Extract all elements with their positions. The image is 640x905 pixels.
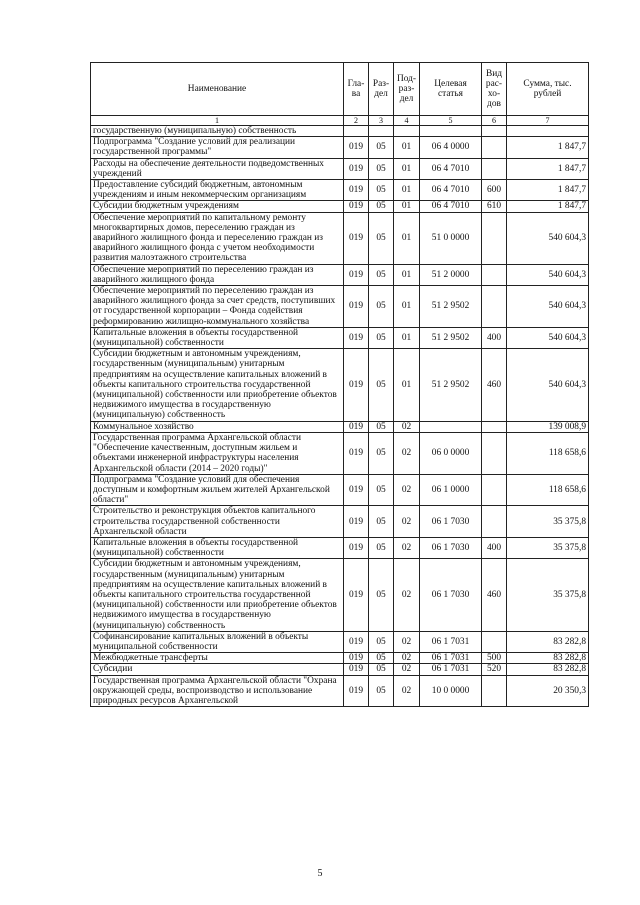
- cell-name: Капитальные вложения в объекты государственной (муниципальной) собственности: [91, 327, 344, 348]
- cell-podrazdel: 01: [394, 180, 420, 201]
- table-row: [91, 286, 589, 328]
- table-row: [91, 126, 589, 137]
- cell-target-article: 06 0 0000: [420, 432, 482, 474]
- table-row: [91, 506, 589, 538]
- cell-expense-type: 460: [482, 349, 507, 421]
- cell-podrazdel: 01: [394, 158, 420, 179]
- cell-sum: 83 282,8: [507, 631, 589, 652]
- cell-razdel: 05: [369, 349, 394, 421]
- cell-glava: 019: [344, 158, 369, 179]
- cell-name: Коммунальное хозяйство: [91, 421, 344, 432]
- cell-podrazdel: 02: [394, 664, 420, 675]
- cell-podrazdel: 01: [394, 264, 420, 285]
- cell-podrazdel: 02: [394, 675, 420, 707]
- cell-glava: 019: [344, 421, 369, 432]
- cell-razdel: 05: [369, 653, 394, 664]
- cell-expense-type: 460: [482, 559, 507, 631]
- cell-target-article: 51 2 9502: [420, 327, 482, 348]
- budget-table: [90, 62, 589, 707]
- cell-sum: 540 604,3: [507, 327, 589, 348]
- cell-name: Обеспечение мероприятий по капитальному ремонту многоквартирных домов, переселению граждан из аварийного жилищного фонда и переселению граждан из аварийного жилищного фонда с учетом необходимости развития малоэтажного строительства: [91, 212, 344, 264]
- cell-sum: 540 604,3: [507, 349, 589, 421]
- cell-expense-type: [482, 474, 507, 506]
- cell-razdel: [369, 126, 394, 137]
- cell-expense-type: 520: [482, 664, 507, 675]
- cell-podrazdel: 01: [394, 137, 420, 158]
- cell-razdel: 05: [369, 537, 394, 558]
- cell-sum: 83 282,8: [507, 653, 589, 664]
- col-header-name: Наименование: [91, 63, 344, 116]
- cell-glava: 019: [344, 327, 369, 348]
- cell-glava: 019: [344, 180, 369, 201]
- cell-target-article: [420, 421, 482, 432]
- cell-glava: 019: [344, 212, 369, 264]
- cell-sum: [507, 126, 589, 137]
- cell-glava: 019: [344, 506, 369, 538]
- cell-razdel: 05: [369, 559, 394, 631]
- cell-glava: [344, 126, 369, 137]
- cell-sum: 139 008,9: [507, 421, 589, 432]
- cell-razdel: 05: [369, 180, 394, 201]
- cell-razdel: 05: [369, 264, 394, 285]
- cell-razdel: 05: [369, 212, 394, 264]
- cell-glava: 019: [344, 675, 369, 707]
- cell-razdel: 05: [369, 631, 394, 652]
- cell-sum: 35 375,8: [507, 537, 589, 558]
- cell-target-article: 51 2 9502: [420, 286, 482, 328]
- cell-glava: 019: [344, 349, 369, 421]
- table-row: [91, 327, 589, 348]
- cell-sum: 1 847,7: [507, 201, 589, 212]
- cell-expense-type: [482, 286, 507, 328]
- table-row: [91, 201, 589, 212]
- table-row: [91, 653, 589, 664]
- cell-podrazdel: 02: [394, 559, 420, 631]
- table-row: [91, 137, 589, 158]
- cell-sum: 83 282,8: [507, 664, 589, 675]
- table-body: [91, 126, 589, 707]
- cell-expense-type: [482, 631, 507, 652]
- cell-name: Обеспечение мероприятий по переселению граждан из аварийного жилищного фонда за счет средств, поступивших от государственной корпорации – Фонда содействия реформированию жилищно-коммунального хозяйства: [91, 286, 344, 328]
- col-header-expense-type: Вид рас-хо-дов: [482, 63, 507, 116]
- cell-razdel: 05: [369, 201, 394, 212]
- cell-glava: 019: [344, 137, 369, 158]
- column-number: 3: [369, 116, 394, 126]
- table-row: [91, 212, 589, 264]
- cell-sum: 118 658,6: [507, 432, 589, 474]
- cell-expense-type: 400: [482, 327, 507, 348]
- cell-expense-type: 610: [482, 201, 507, 212]
- cell-name: государственную (муниципальную) собственность: [91, 126, 344, 137]
- cell-podrazdel: [394, 126, 420, 137]
- cell-podrazdel: 02: [394, 537, 420, 558]
- cell-expense-type: 400: [482, 537, 507, 558]
- cell-podrazdel: 02: [394, 653, 420, 664]
- cell-name: Капитальные вложения в объекты государственной (муниципальной) собственности: [91, 537, 344, 558]
- col-header-razdel: Раз-дел: [369, 63, 394, 116]
- cell-target-article: 51 2 9502: [420, 349, 482, 421]
- cell-name: Государственная программа Архангельской области "Обеспечение качественным, доступным жильем и объектами инженерной инфраструктуры населения Архангельской области (2014 – 2020 годы)": [91, 432, 344, 474]
- cell-target-article: 06 1 0000: [420, 474, 482, 506]
- col-header-podrazdel: Под-раз-дел: [394, 63, 420, 116]
- cell-name: Субсидии бюджетным и автономным учреждениям, государственным (муниципальным) унитарным предприятиям на осуществление капитальных вложений в объекты капитального строительства государственной (муниципальной) собственности или приобретение объектов недвижимого имущества в государственную (муниципальную) собственность: [91, 559, 344, 631]
- cell-name: Субсидии бюджетным учреждениям: [91, 201, 344, 212]
- col-header-target-article: Целевая статья: [420, 63, 482, 116]
- cell-sum: 540 604,3: [507, 286, 589, 328]
- cell-target-article: 10 0 0000: [420, 675, 482, 707]
- cell-target-article: 06 1 7030: [420, 559, 482, 631]
- cell-sum: 118 658,6: [507, 474, 589, 506]
- cell-name: Строительство и реконструкция объектов капитального строительства государственной собственности Архангельской области: [91, 506, 344, 538]
- cell-target-article: 06 1 7031: [420, 653, 482, 664]
- cell-sum: 35 375,8: [507, 506, 589, 538]
- cell-target-article: 06 1 7031: [420, 631, 482, 652]
- cell-name: Расходы на обеспечение деятельности подведомственных учреждений: [91, 158, 344, 179]
- cell-glava: 019: [344, 201, 369, 212]
- cell-target-article: [420, 126, 482, 137]
- cell-podrazdel: 01: [394, 201, 420, 212]
- table-row: [91, 180, 589, 201]
- cell-name: Софинансирование капитальных вложений в объекты муниципальной собственности: [91, 631, 344, 652]
- cell-expense-type: 500: [482, 653, 507, 664]
- table-row: [91, 675, 589, 707]
- cell-sum: 20 350,3: [507, 675, 589, 707]
- table-row: [91, 158, 589, 179]
- table-row: [91, 559, 589, 631]
- cell-name: Предоставление субсидий бюджетным, автономным учреждениям и иным некоммерческим организациям: [91, 180, 344, 201]
- cell-name: Межбюджетные трансферты: [91, 653, 344, 664]
- page-number: 5: [317, 868, 323, 879]
- col-header-glava: Гла-ва: [344, 63, 369, 116]
- cell-sum: 1 847,7: [507, 137, 589, 158]
- cell-sum: 1 847,7: [507, 158, 589, 179]
- cell-podrazdel: 01: [394, 349, 420, 421]
- cell-target-article: 06 1 7030: [420, 537, 482, 558]
- cell-name: Государственная программа Архангельской области "Охрана окружающей среды, воспроизводство и использование природных ресурсов Архангельской: [91, 675, 344, 707]
- cell-glava: 019: [344, 474, 369, 506]
- cell-expense-type: [482, 421, 507, 432]
- cell-expense-type: [482, 506, 507, 538]
- cell-razdel: 05: [369, 286, 394, 328]
- table-row: [91, 432, 589, 474]
- cell-target-article: 06 1 7031: [420, 664, 482, 675]
- cell-podrazdel: 02: [394, 631, 420, 652]
- cell-podrazdel: 02: [394, 432, 420, 474]
- cell-target-article: 06 4 7010: [420, 158, 482, 179]
- cell-podrazdel: 02: [394, 506, 420, 538]
- cell-glava: 019: [344, 286, 369, 328]
- cell-sum: 540 604,3: [507, 212, 589, 264]
- cell-target-article: 06 4 7010: [420, 201, 482, 212]
- table-row: [91, 474, 589, 506]
- cell-razdel: 05: [369, 327, 394, 348]
- cell-target-article: 06 4 7010: [420, 180, 482, 201]
- cell-target-article: 51 0 0000: [420, 212, 482, 264]
- col-header-sum: Сумма, тыс. рублей: [507, 63, 589, 116]
- cell-expense-type: [482, 264, 507, 285]
- cell-expense-type: [482, 212, 507, 264]
- table-row: [91, 631, 589, 652]
- cell-razdel: 05: [369, 137, 394, 158]
- table-row: [91, 421, 589, 432]
- column-number: 2: [344, 116, 369, 126]
- cell-glava: 019: [344, 264, 369, 285]
- cell-razdel: 05: [369, 675, 394, 707]
- cell-podrazdel: 01: [394, 212, 420, 264]
- cell-sum: 35 375,8: [507, 559, 589, 631]
- cell-glava: 019: [344, 631, 369, 652]
- cell-podrazdel: 02: [394, 421, 420, 432]
- cell-glava: 019: [344, 432, 369, 474]
- column-number: 4: [394, 116, 420, 126]
- cell-podrazdel: 01: [394, 286, 420, 328]
- cell-razdel: 05: [369, 664, 394, 675]
- cell-target-article: 06 1 7030: [420, 506, 482, 538]
- table-header-row: [91, 63, 589, 116]
- cell-razdel: 05: [369, 474, 394, 506]
- cell-podrazdel: 02: [394, 474, 420, 506]
- table-row: [91, 264, 589, 285]
- cell-expense-type: [482, 137, 507, 158]
- table-row: [91, 537, 589, 558]
- cell-glava: 019: [344, 559, 369, 631]
- cell-name: Субсидии бюджетным и автономным учреждениям, государственным (муниципальным) унитарным предприятиям на осуществление капитальных вложений в объекты капитального строительства государственной (муниципальной) собственности или приобретение объектов недвижимого имущества в государственную (муниципальную) собственность: [91, 349, 344, 421]
- cell-name: Подпрограмма "Создание условий для реализации государственной программы": [91, 137, 344, 158]
- cell-name: Субсидии: [91, 664, 344, 675]
- cell-podrazdel: 01: [394, 327, 420, 348]
- cell-expense-type: [482, 432, 507, 474]
- column-number: 6: [482, 116, 507, 126]
- cell-expense-type: [482, 126, 507, 137]
- cell-glava: 019: [344, 664, 369, 675]
- column-number: 5: [420, 116, 482, 126]
- column-number-row: [91, 116, 589, 126]
- cell-target-article: 51 2 0000: [420, 264, 482, 285]
- cell-target-article: 06 4 0000: [420, 137, 482, 158]
- cell-expense-type: 600: [482, 180, 507, 201]
- cell-razdel: 05: [369, 432, 394, 474]
- cell-razdel: 05: [369, 506, 394, 538]
- cell-expense-type: [482, 675, 507, 707]
- cell-razdel: 05: [369, 158, 394, 179]
- cell-name: Обеспечение мероприятий по переселению граждан из аварийного жилищного фонда: [91, 264, 344, 285]
- cell-sum: 1 847,7: [507, 180, 589, 201]
- table-row: [91, 664, 589, 675]
- cell-razdel: 05: [369, 421, 394, 432]
- cell-sum: 540 604,3: [507, 264, 589, 285]
- cell-glava: 019: [344, 653, 369, 664]
- column-number: 7: [507, 116, 589, 126]
- column-number: 1: [91, 116, 344, 126]
- cell-expense-type: [482, 158, 507, 179]
- cell-name: Подпрограмма "Создание условий для обеспечения доступным и комфортным жильем жителей Архангельской области": [91, 474, 344, 506]
- cell-glava: 019: [344, 537, 369, 558]
- table-row: [91, 349, 589, 421]
